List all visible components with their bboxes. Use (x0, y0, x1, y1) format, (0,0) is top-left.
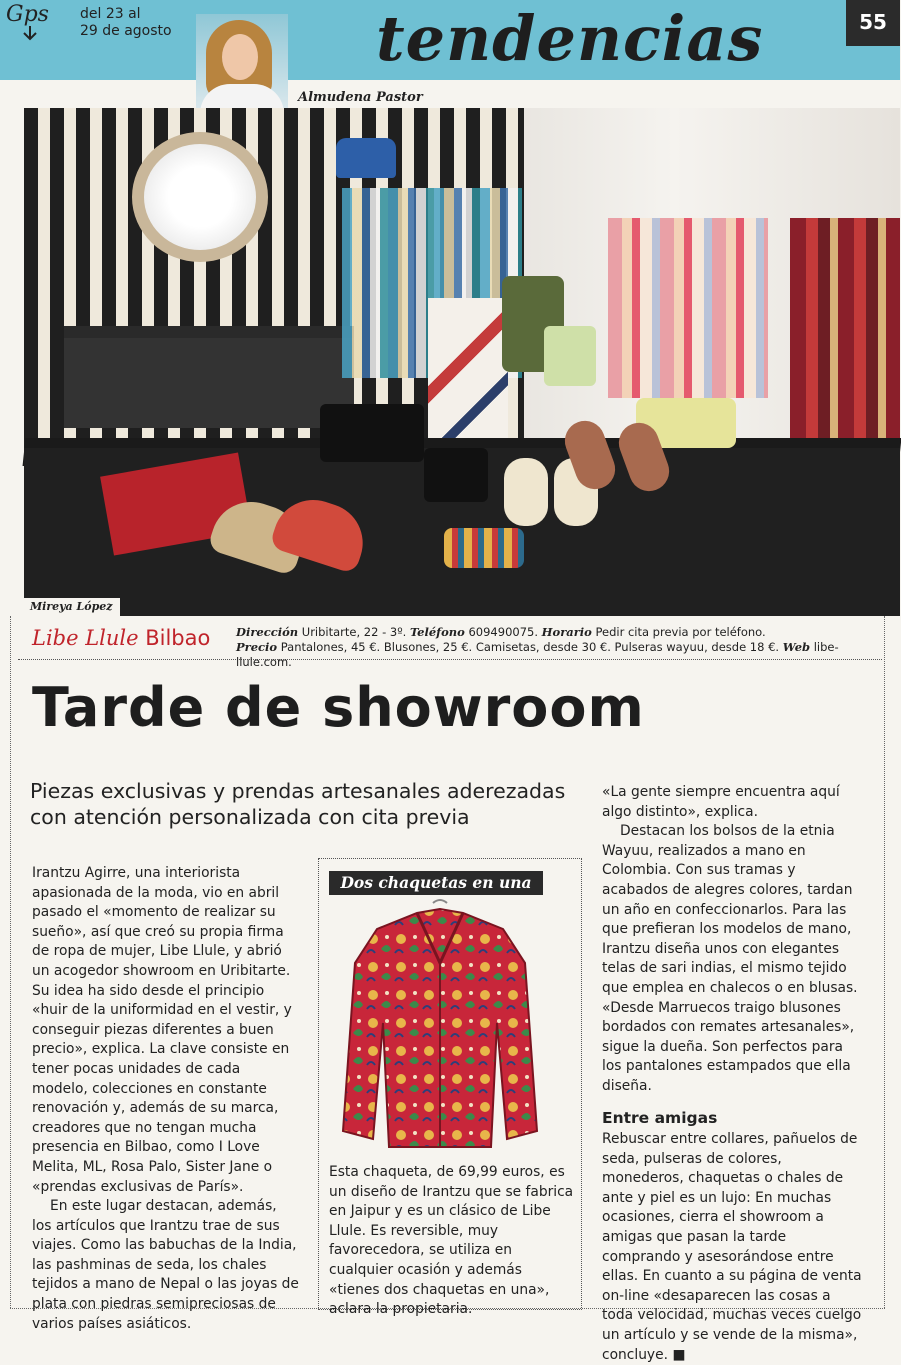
sidebar-title: Dos chaquetas en una (329, 871, 543, 895)
page-header (0, 0, 900, 108)
blue-handbag (336, 138, 396, 178)
shop-name: Libe Llule Bilbao (32, 626, 211, 650)
clothes-rack-right (790, 218, 900, 458)
paragraph: «La gente siempre encuentra aquí algo distinto», explica. (602, 784, 840, 820)
jacket-image (337, 903, 543, 1153)
section-title: tendencias (376, 2, 764, 75)
jewelry-stand (320, 404, 424, 462)
section-logo: Gps (6, 2, 49, 27)
shop-web: libe-llule.com. (236, 640, 839, 669)
shop-info (18, 616, 882, 669)
sidebar-text: Esta chaqueta, de 69,99 euros, es un diseño de Irantzu que se fabrica en Jaipur y es un clásico de Libe Llule. Es reversible, muy favorecedora, se utiliza en cualquier ocasión y además «tienes dos chaquetas en una», aclara la propietaria. (329, 1164, 574, 1318)
round-mirror (132, 132, 268, 262)
page-number: 55 (846, 0, 900, 46)
sidebar-box (318, 858, 582, 1318)
author-name: Almudena Pastor (298, 90, 423, 105)
section-title-band (290, 0, 846, 80)
console-table (64, 326, 354, 338)
frame-right (884, 616, 885, 1308)
showroom-photo (24, 108, 900, 616)
bangles (444, 528, 524, 568)
bracelet-stand (424, 448, 488, 502)
article-subhead: Piezas exclusivas y prendas artesanales aderezadas con atención personalizada con cita previa (30, 779, 566, 829)
clothes-rack-center (608, 218, 768, 398)
paragraph: Irantzu Agirre, una interiorista apasionada de la moda, vio en abril pasado el «momento de realizar su sueño», así que creó su propia firma de ropa de mujer, Libe Llule, y abrió un acogedor showroom en Uribitarte. Su idea ha sido desde el principio «huir de la uniformidad en el vestir, y conseguir piezas diferentes a buen precio», explica. La clave consiste en tener pocas unidades de cada modelo, colecciones en constante renovación y, además de su marca, creadores que no tengan mucha presencia en Bilbao, como I Love Melita, ML, Rosa Palo, Sister Jane o «prendas exclusivas de París». (32, 865, 292, 1195)
paragraph: Rebuscar entre collares, pañuelos de seda, pulseras de colores, monederos, chaquetas o chales de ante y piel es un lujo: En muchas ocasiones, cierra el showroom a amigas que pasan la tarde comprando y asesorándose entre ellas. En cuanto a su página de venta on-line «desaparecen las cosas a toda velocidad, muchas veces cuelgo un artículo y se vende de la misma», concluye. ■ (602, 1131, 862, 1363)
section-heading: Entre amigas (602, 1108, 718, 1127)
article-column-1 (32, 864, 300, 1334)
frame-left (10, 616, 11, 1308)
lime-bag (544, 326, 596, 386)
paragraph: En este lugar destacan, además, los artículos que Irantzu trae de sus viajes. Como las babuchas de la India, las pashminas de seda, los chales tejidos a mano de Nepal o las joyas de plata con piedras semipreciosas de varios países asiáticos. (32, 1198, 299, 1332)
sandal-left (504, 458, 548, 526)
author-photo (196, 14, 288, 108)
issue-dates: del 23 al 29 de agosto (80, 6, 172, 39)
shop-city: Bilbao (145, 626, 211, 650)
shop-details: Dirección Uribitarte, 22 - 3º. Teléfono 609490075. Horario Pedir cita previa por teléfono. Precio Pantalones, 45 €. Blusones, 25 €. Camisetas, desde 30 €. Pulseras wayuu, desde 18 €. Web libe-llule.com. (236, 625, 839, 669)
photo-credit: Mireya López (24, 598, 120, 616)
paragraph: Destacan los bolsos de la etnia Wayuu, realizados a mano en Colombia. Con sus tramas y acabados de alegres colores, tardan un año en confeccionarlos. Para las que prefieran los modelos de mano, Irantzu diseña unos con elegantes telas de sari indias, el mismo tejido que emplea en chalecos o en blusas. «Desde Marruecos traigo blusones bordados con remates artesanales», sigue la dueña. Son perfectos para los pantalones estampados que ella diseña. (602, 823, 858, 1094)
arrow-icon (20, 26, 40, 42)
plaid-scarf (428, 298, 508, 438)
article-column-3 (602, 783, 864, 1365)
article-headline: Tarde de showroom (32, 676, 645, 739)
